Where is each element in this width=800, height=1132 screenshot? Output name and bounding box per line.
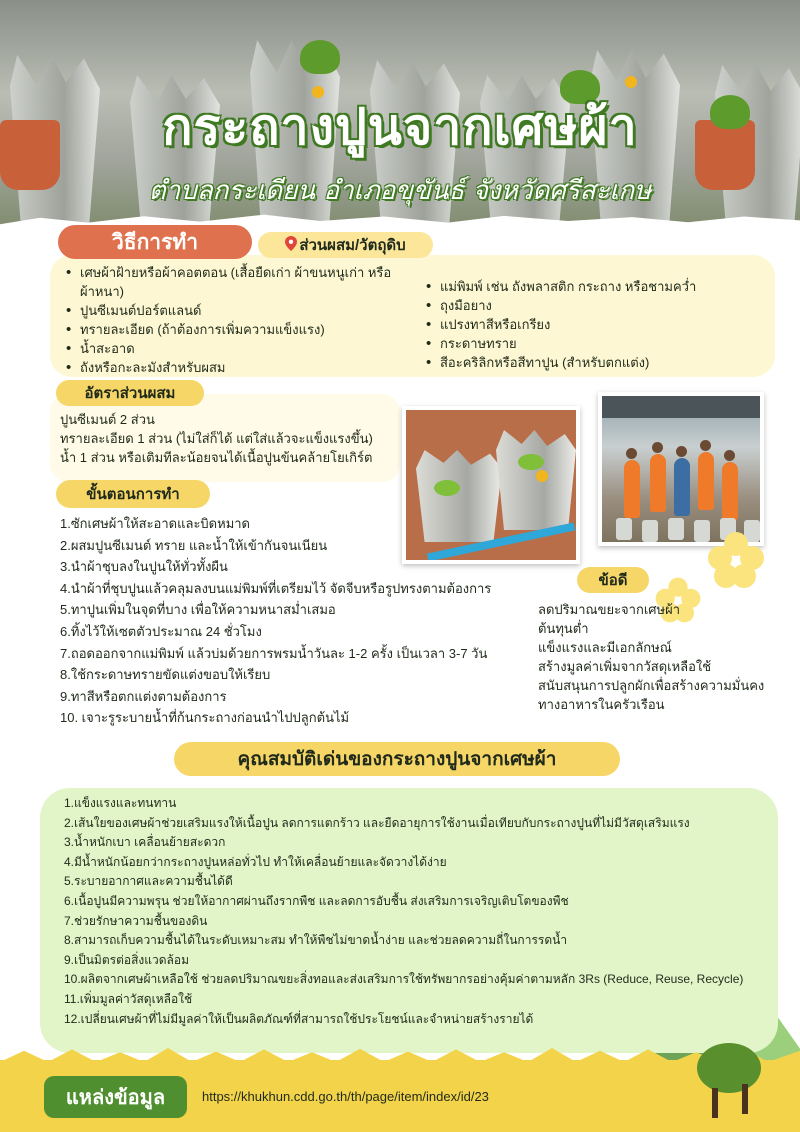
- list-item: • กระดาษทราย: [422, 334, 762, 353]
- list-item: • ถังหรือกะละมังสำหรับผสม: [62, 358, 402, 377]
- list-item: • ปูนซีเมนต์ปอร์ตแลนด์: [62, 301, 402, 320]
- flower-image: [536, 470, 548, 482]
- person-image: [698, 452, 714, 510]
- steps-heading: ขั้นตอนการทำ: [56, 480, 210, 508]
- advantage-item: สร้างมูลค่าเพิ่มจากวัสดุเหลือใช้: [538, 659, 712, 674]
- leaf-image: [518, 454, 544, 470]
- ingredients-list-left: [62, 263, 402, 377]
- step-item: 1.ซักเศษผ้าให้สะอาดและบิดหมาด: [60, 516, 251, 531]
- head-image: [626, 448, 637, 459]
- person-image: [624, 460, 640, 518]
- ratio-line: ทรายละเอียด 1 ส่วน (ไม่ใส่ก็ได้ แต่ใส่แล้วจะแข็งแรงขึ้น): [60, 431, 373, 446]
- cement-pot-image: [668, 518, 684, 540]
- step-item: 2.ผสมปูนซีเมนต์ ทราย และน้ำให้เข้ากันจนเนียน: [60, 537, 328, 553]
- ingredients-heading: [258, 232, 433, 258]
- ingredients-list-right: [422, 277, 762, 372]
- step-item: 10. เจาะรูระบายน้ำที่ก้นกระถางก่อนนำไปปลูกต้นไม้: [60, 710, 350, 726]
- tree-trunk-decoration: [712, 1088, 718, 1118]
- step-item: 4.นำผ้าที่ชุบปูนแล้วคลุมลงบนแม่พิมพ์ที่เตรียมไว้ จัดจีบหรือรูปทรงตามต้องการ: [60, 580, 492, 596]
- advantage-item: สนับสนุนการปลูกผักเพื่อสร้างความมั่นคง ทางอาหารในครัวเรือน: [538, 678, 765, 712]
- plant-image: [300, 40, 340, 74]
- page-subtitle: ตำบลกระเดียน อำเภอขุขันธ์ จังหวัดศรีสะเกษ: [148, 176, 652, 206]
- step-item: 5.ทาปูนเพิ่มในจุดที่บาง เพื่อให้ความหนาสม่ำเสมอ: [60, 602, 336, 618]
- step-item: 8.ใช้กระดาษทรายขัดแต่งขอบให้เรียบ: [60, 667, 271, 683]
- group-photo: [598, 392, 764, 546]
- page-title: กระถางปูนจากเศษผ้า: [162, 97, 638, 156]
- source-link[interactable]: https://khukhun.cdd.go.th/th/page/item/index/id/23: [202, 1089, 489, 1104]
- ratio-text: [60, 410, 405, 467]
- source-heading: แหล่งข้อมูล: [44, 1076, 187, 1118]
- person-image: [650, 454, 666, 512]
- head-image: [676, 446, 687, 457]
- method-heading: วิธีการทำ: [58, 225, 252, 259]
- advantage-item: ต้นทุนต่ำ: [538, 621, 589, 636]
- feature-item: 4.มีน้ำหนักน้อยกว่ากระถางปูนหล่อทั่วไป ทำให้เคลื่อนย้ายและจัดวางได้ง่าย: [64, 854, 447, 869]
- advantages-list: [538, 600, 788, 714]
- list-item: • ทรายละเอียด (ถ้าต้องการเพิ่มความแข็งแรง): [62, 320, 402, 339]
- feature-item: 10.ผลิตจากเศษผ้าเหลือใช้ ช่วยลดปริมาณขยะสิ่งทอและส่งเสริมการใช้ทรัพยากรอย่างคุ้มค่าตามหลัก 3Rs (Reduce, Reuse, Recycle): [64, 972, 744, 987]
- person-image: [722, 462, 738, 520]
- list-item: • สีอะคริลิกหรือสีทาปูน (สำหรับตกแต่ง): [422, 353, 762, 372]
- step-item: 6.ทิ้งไว้ให้เซตตัวประมาณ 24 ชั่วโมง: [60, 623, 262, 639]
- advantage-item: แข็งแรงและมีเอกลักษณ์: [538, 640, 672, 655]
- step-item: 3.นำผ้าชุบลงในปูนให้ทั่วทั้งผืน: [60, 559, 228, 575]
- cement-pot-image: [616, 518, 632, 540]
- person-image: [674, 458, 690, 516]
- ratio-line: น้ำ 1 ส่วน หรือเติมทีละน้อยจนได้เนื้อปูนข้นคล้ายโยเกิร์ต: [60, 450, 373, 465]
- tree-decoration: [697, 1043, 761, 1093]
- ratio-heading: อัตราส่วนผสม: [56, 380, 204, 406]
- tree-trunk-decoration: [742, 1084, 748, 1114]
- feature-item: 2.เส้นใยของเศษผ้าช่วยเสริมแรงให้เนื้อปูน ลดการแตกร้าว และยืดอายุการใช้งานเมื่อเทียบกับกระถางปูนที่ไม่มีวัสดุเสริมแรง: [64, 815, 690, 830]
- advantage-item: ลดปริมาณขยะจากเศษผ้า: [538, 602, 681, 617]
- roof-image: [602, 396, 764, 418]
- list-item: • เศษผ้าฝ้ายหรือผ้าคอตตอน (เสื้อยืดเก่า ผ้าขนหนูเก่า หรือผ้าหนา): [62, 263, 402, 301]
- flower-image: [625, 76, 637, 88]
- feature-item: 6.เนื้อปูนมีความพรุน ช่วยให้อากาศผ่านถึงรากพืช และลดการอับชื้น ส่งเสริมการเจริญเติบโตของพืช: [64, 893, 569, 908]
- feature-item: 7.ช่วยรักษาความชื้นของดิน: [64, 913, 208, 928]
- list-item: • ถุงมือยาง: [422, 296, 762, 315]
- list-item: • น้ำสะอาด: [62, 339, 402, 358]
- feature-item: 5.ระบายอากาศและความชื้นได้ดี: [64, 874, 233, 889]
- advantages-heading: ข้อดี: [577, 567, 649, 593]
- steps-list: [60, 513, 540, 729]
- feature-item: 1.แข็งแรงและทนทาน: [64, 796, 177, 810]
- list-item: • แปรงทาสีหรือเกรียง: [422, 315, 762, 334]
- leaf-image: [434, 480, 460, 496]
- cement-pot-image: [642, 520, 658, 542]
- step-item: 7.ถอดออกจากแม่พิมพ์ แล้วบ่มด้วยการพรมน้ำวันละ 1-2 ครั้ง เป็นเวลา 3-7 วัน: [60, 645, 488, 661]
- step-item: 9.ทาสีหรือตกแต่งตามต้องการ: [60, 688, 227, 704]
- ratio-line: ปูนซีเมนต์ 2 ส่วน: [60, 412, 155, 427]
- head-image: [724, 450, 735, 461]
- head-image: [700, 440, 711, 451]
- features-heading: คุณสมบัติเด่นของกระถางปูนจากเศษผ้า: [174, 742, 620, 776]
- features-list: [64, 794, 764, 1029]
- head-image: [652, 442, 663, 453]
- feature-item: 9.เป็นมิตรต่อสิ่งแวดล้อม: [64, 952, 189, 967]
- location-pin-icon: [285, 236, 297, 255]
- ingredients-heading-label: ส่วนผสม/วัตถุดิบ: [299, 237, 406, 254]
- feature-item: 11.เพิ่มมูลค่าวัสดุเหลือใช้: [64, 991, 193, 1006]
- list-item: • แม่พิมพ์ เช่น ถังพลาสติก กระถาง หรือชามคว่ำ: [422, 277, 762, 296]
- flower-decoration: [708, 532, 764, 588]
- feature-item: 8.สามารถเก็บความชื้นได้ในระดับเหมาะสม ทำให้พืชไม่ขาดน้ำง่าย และช่วยลดความถี่ในการรดน้ำ: [64, 933, 568, 948]
- feature-item: 3.น้ำหนักเบา เคลื่อนย้ายสะดวก: [64, 835, 226, 850]
- feature-item: 12.เปลี่ยนเศษผ้าที่ไม่มีมูลค่าให้เป็นผลิตภัณฑ์ที่สามารถใช้ประโยชน์และจำหน่ายสร้างรายได้: [64, 1011, 534, 1026]
